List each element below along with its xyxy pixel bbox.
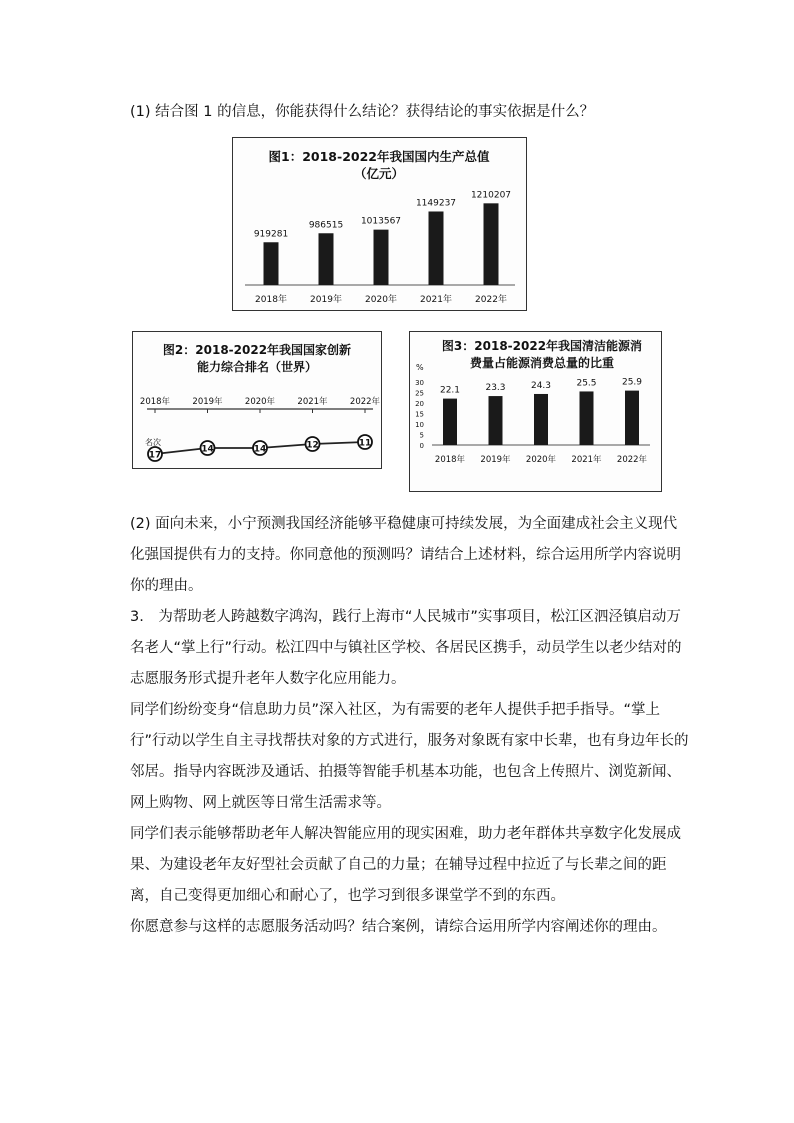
ranking-year-label: 2019年 <box>192 397 223 407</box>
ranking-value-label: 11 <box>358 438 372 449</box>
clean-energy-bar <box>625 391 639 445</box>
clean-energy-data-label: 25.5 <box>576 378 597 389</box>
clean-energy-bar <box>443 399 457 445</box>
gdp-bar <box>484 203 499 285</box>
figure-2-innovation-ranking <box>132 331 382 469</box>
ranking-year-label: 2020年 <box>244 397 276 407</box>
figure-3-clean-energy-share <box>409 331 662 492</box>
gdp-bar <box>429 211 444 285</box>
clean-energy-y-tick: 30 <box>415 379 424 387</box>
ranking-value-label: 14 <box>201 444 214 455</box>
gdp-data-label: 1013567 <box>360 216 402 227</box>
clean-energy-year-label: 2019年 <box>480 455 511 465</box>
clean-energy-y-tick: 25 <box>415 389 424 398</box>
figure-3-subtitle: 费量占能源消费总量的比重 <box>469 356 615 370</box>
figure-2-marks <box>140 396 381 461</box>
question-3-intro: 3. 为帮助老人跨越数字鸿沟，践行上海市“人民城市”实事项目，松江区泗泾镇启动万名老人“掌上行”行动。松江四中与镇社区学校、各居民区携手，动员学生以老少结对的志愿服务形式提升老年人数字化应用能力。 <box>130 609 682 687</box>
case-paragraph-2: 同学们表示能够帮助老年人解决智能应用的现实困难，助力老年群体共享数字化发展成果、为建设老年友好型社会贡献了自己的力量；在辅导过程中拉近了与长辈之间的距离，自己变得更加细心和耐心了，也学习到很多课堂学不到的东西。 <box>130 826 681 904</box>
gdp-year-label: 2022年 <box>475 295 507 305</box>
clean-energy-y-tick: 5 <box>419 431 424 440</box>
clean-energy-data-label: 22.1 <box>439 385 461 396</box>
text-body <box>130 509 690 943</box>
gdp-bar <box>264 242 279 285</box>
clean-energy-year-label: 2018年 <box>434 455 466 465</box>
clean-energy-y-tick: 10 <box>415 421 424 429</box>
clean-energy-data-label: 23.3 <box>485 383 506 394</box>
question-2: (2) 面向未来，小宁预测我国经济能够平稳健康可持续发展，为全面建成社会主义现代化强国提供有力的支持。你同意他的预测吗？请结合上述材料，综合运用所学内容说明你的理由。 <box>130 516 681 594</box>
ranking-value-label: 17 <box>148 450 162 461</box>
gdp-data-label: 1210207 <box>470 190 512 201</box>
gdp-year-label: 2018年 <box>255 295 287 305</box>
clean-energy-data-label: 24.3 <box>530 380 552 391</box>
figure-3-unit: % <box>416 363 424 372</box>
figure-1-title: 图1：2018-2022年我国国内生产总值 <box>268 149 490 164</box>
figure-1-subtitle: （亿元） <box>353 166 405 181</box>
clean-energy-y-tick: 15 <box>415 410 424 419</box>
ranking-year-label: 2022年 <box>349 397 381 407</box>
figure-3-title: 图3：2018-2022年我国清洁能源消 <box>441 339 643 353</box>
clean-energy-data-label: 25.9 <box>621 377 643 388</box>
ranking-value-label: 14 <box>253 444 267 455</box>
gdp-year-label: 2020年 <box>365 295 397 305</box>
figure-1-gdp-chart <box>232 137 527 311</box>
figure-1-marks <box>254 190 511 305</box>
gdp-bar-chart <box>233 138 526 310</box>
clean-energy-bar-chart <box>410 332 661 491</box>
question-1: (1) 结合图 1 的信息，你能获得什么结论？获得结论的事实依据是什么？ <box>130 104 595 120</box>
gdp-bar <box>374 230 389 285</box>
case-paragraph-1: 同学们纷纷变身“信息助力员”深入社区，为有需要的老年人提供手把手指导。“掌上行”行动以学生自主寻找帮扶对象的方式进行，服务对象既有家中长辈，也有身边年长的邻居。指导内容既涉及通话、拍摄等智能手机基本功能，也包含上传照片、浏览新闻、网上购物、网上就医等日常生活需求等。 <box>130 702 689 811</box>
ranking-year-label: 2021年 <box>297 397 328 407</box>
gdp-data-label: 919281 <box>253 229 289 240</box>
ranking-year-label: 2018年 <box>139 397 171 407</box>
clean-energy-year-label: 2021年 <box>571 455 602 465</box>
clean-energy-y-tick: 20 <box>415 400 424 408</box>
gdp-bar <box>319 233 334 285</box>
figure-3-marks <box>415 378 647 465</box>
figure-2-title: 图2：2018-2022年我国国家创新 <box>162 343 352 357</box>
clean-energy-year-label: 2020年 <box>525 455 557 465</box>
figure-2-rank-label: 名次 <box>145 438 161 447</box>
figure-2-subtitle: 能力综合排名（世界） <box>196 360 318 374</box>
gdp-data-label: 1149237 <box>415 198 457 209</box>
question-3-prompt: 你愿意参与这样的志愿服务活动吗？结合案例，请综合运用所学内容阐述你的理由。 <box>130 919 667 935</box>
gdp-year-label: 2021年 <box>420 295 452 305</box>
clean-energy-bar <box>580 391 594 445</box>
clean-energy-bar <box>534 394 548 445</box>
clean-energy-bar <box>489 396 503 445</box>
gdp-year-label: 2019年 <box>310 295 342 305</box>
clean-energy-y-tick: 0 <box>419 442 424 450</box>
clean-energy-year-label: 2022年 <box>616 455 648 465</box>
gdp-data-label: 986515 <box>308 220 344 231</box>
ranking-line-chart <box>133 332 381 468</box>
ranking-value-label: 12 <box>306 440 319 451</box>
